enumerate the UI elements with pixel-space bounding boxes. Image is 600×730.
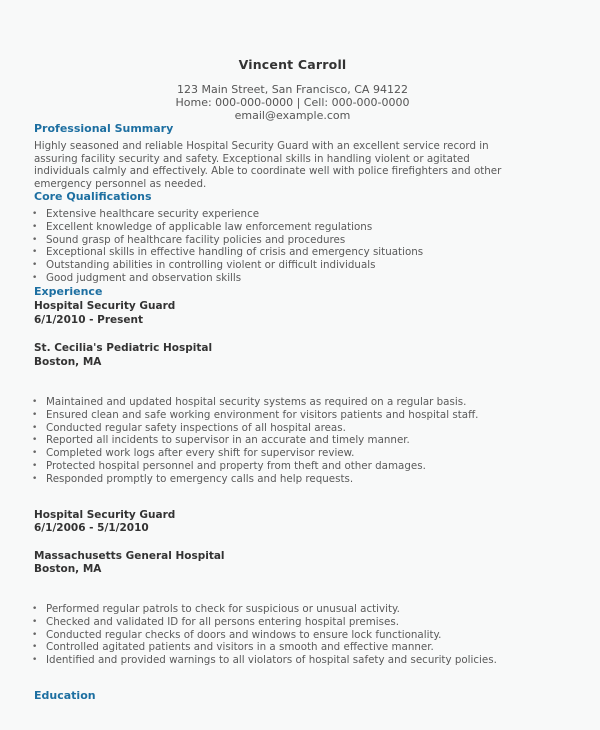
bullet-icon: • [32, 629, 38, 640]
qualifications-list [30, 208, 423, 285]
list-item: • Excellent knowledge of applicable law enforcement regulations [32, 220, 373, 233]
section-title-experience: Experience [34, 285, 103, 298]
section-title-qualifications: Core Qualifications [34, 190, 152, 203]
bullet-icon: • [32, 460, 38, 471]
section-title-education: Education [34, 689, 96, 702]
email: email@example.com [234, 109, 351, 122]
list-item: • Outstanding abilities in controlling violent or difficult individuals [32, 259, 376, 272]
list-item: • Controlled agitated patients and visitors in a smooth and effective manner. [32, 641, 434, 654]
summary-line: emergency personnel as needed. [34, 177, 207, 190]
list-item: • Ensured clean and safe working environment for visitors patients and hospital staff. [32, 408, 479, 421]
job-employer: Massachusetts General Hospital [34, 550, 225, 562]
bullet-icon: • [32, 655, 38, 666]
address: 123 Main Street, San Francisco, CA 94122 [177, 83, 408, 96]
bullet-icon: • [32, 473, 38, 484]
bullet-icon: • [32, 260, 38, 271]
list-item: • Performed regular patrols to check for suspicious or unusual activity. [32, 603, 400, 615]
summary-paragraph [34, 140, 554, 190]
job-position: Hospital Security Guard [34, 509, 176, 521]
list-item: • Sound grasp of healthcare facility policies and procedures [32, 233, 346, 246]
bullet-icon: • [32, 422, 38, 433]
bullet-icon: • [32, 234, 38, 245]
job-location: Boston, MA [34, 356, 102, 368]
job-dates: 6/1/2006 - 5/1/2010 [34, 522, 149, 534]
bullet-icon: • [32, 221, 38, 232]
bullet-icon: • [32, 604, 38, 614]
job-position: Hospital Security Guard [34, 300, 176, 312]
bullet-icon: • [32, 435, 38, 446]
list-item: • Good judgment and observation skills [32, 271, 242, 284]
job-duties-list [30, 396, 478, 486]
list-item: • Reported all incidents to supervisor in an accurate and timely manner. [32, 434, 410, 447]
section-title-summary: Professional Summary [34, 122, 174, 135]
job-location: Boston, MA [34, 563, 102, 575]
list-item: • Checked and validated ID for all persons entering hospital premises. [32, 615, 399, 628]
list-item: • Conducted regular checks of doors and windows to ensure lock functionality. [32, 628, 442, 641]
bullet-icon: • [32, 397, 38, 407]
summary-line: assuring facility security and safety. Exceptional skills in handling violent or agitated [34, 152, 470, 165]
list-item: • Identified and provided warnings to all violators of hospital safety and security policies. [32, 654, 497, 667]
bullet-icon: • [32, 272, 38, 283]
job-employer: St. Cecilia's Pediatric Hospital [34, 342, 213, 354]
bullet-icon: • [32, 642, 38, 653]
bullet-icon: • [32, 616, 38, 627]
bullet-icon: • [32, 247, 38, 258]
list-item: • Protected hospital personnel and property from theft and other damages. [32, 459, 426, 472]
list-item: • Maintained and updated hospital security systems as required on a regular basis. [32, 396, 467, 408]
bullet-icon: • [32, 448, 38, 459]
phone-numbers: Home: 000-000-0000 | Cell: 000-000-0000 [175, 96, 410, 109]
summary-line: Highly seasoned and reliable Hospital Security Guard with an excellent service record in [34, 140, 489, 152]
job-dates: 6/1/2010 - Present [34, 314, 144, 326]
list-item: • Extensive healthcare security experience [32, 208, 260, 220]
list-item: • Conducted regular safety inspections of all hospital areas. [32, 421, 346, 434]
list-item: • Responded promptly to emergency calls and help requests. [32, 472, 354, 485]
bullet-icon: • [32, 209, 38, 219]
list-item: • Exceptional skills in effective handling of crisis and emergency situations [32, 246, 424, 259]
bullet-icon: • [32, 409, 38, 420]
job-duties-list [30, 603, 497, 667]
summary-line: individuals calmly and effectively. Able to coordinate well with police firefighters and other [34, 165, 502, 177]
candidate-name: Vincent Carroll [238, 57, 347, 72]
contact-block [0, 83, 585, 122]
list-item: • Completed work logs after every shift for supervisor review. [32, 447, 355, 460]
